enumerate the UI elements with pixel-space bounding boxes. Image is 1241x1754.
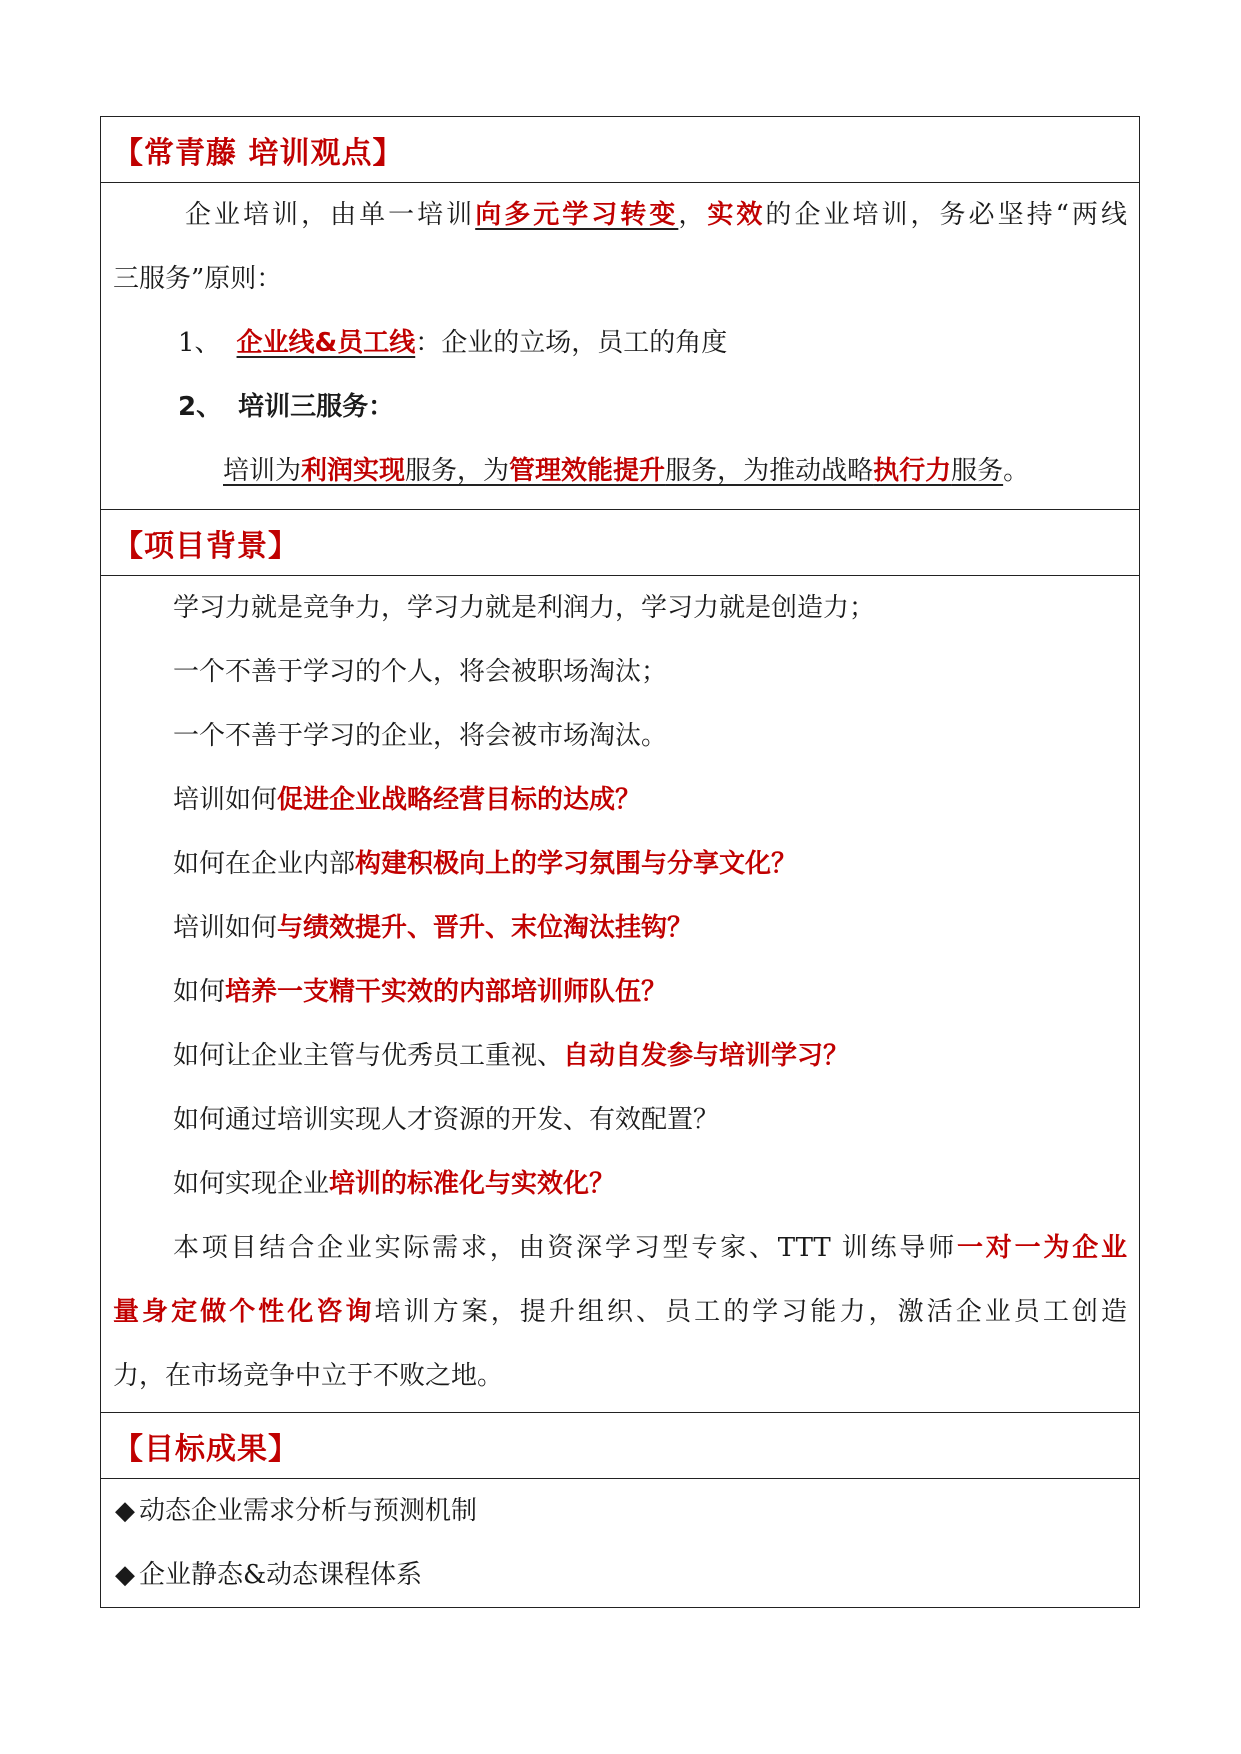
goals-title: 【目标成果】 (113, 1431, 299, 1467)
section-title-background (101, 510, 1139, 576)
diamond-bullet-icon: ◆ (115, 1560, 135, 1590)
background-title: 【项目背景】 (113, 528, 299, 564)
section-title-philosophy (101, 117, 1139, 183)
philosophy-intro-line-1: 企业培训，由单一培训向多元学习转变，实效的企业培训，务必坚持“两线 (185, 200, 1127, 230)
background-line: 如何通过培训实现人才资源的开发、有效配置？ (173, 1105, 720, 1135)
background-line: 培训如何促进企业战略经营目标的达成？ (173, 785, 642, 815)
philosophy-intro-line-2: 三服务”原则： (113, 264, 283, 294)
background-line: 如何让企业主管与优秀员工重视、自动自发参与培训学习？ (173, 1041, 850, 1071)
highlight-question: 促进企业战略经营目标的达成？ (277, 785, 642, 815)
diamond-bullet-icon: ◆ (115, 1496, 135, 1526)
highlight-effective: 实效 (707, 200, 766, 230)
item-number: 2、 (178, 392, 223, 422)
background-line: 培训如何与绩效提升、晋升、末位淘汰挂钩？ (173, 913, 694, 943)
highlight-question: 与绩效提升、晋升、末位淘汰挂钩？ (277, 913, 694, 943)
item-label: 企业线&员工线 (236, 328, 416, 358)
background-line: 如何实现企业培训的标准化与实效化？ (173, 1169, 616, 1199)
background-question-list (113, 576, 1127, 1216)
background-content (101, 576, 1139, 1413)
highlight-one-on-one: 一对一为企业 (957, 1233, 1127, 1263)
highlight-question: 构建积极向上的学习氛围与分享文化？ (355, 849, 798, 879)
item-number: 1、 (178, 328, 221, 358)
philosophy-item-2 (113, 375, 1127, 439)
philosophy-title: 【常青藤 培训观点】 (113, 135, 404, 171)
services-underlined-text: 培训为利润实现服务，为管理效能提升服务，为推动战略执行力服务 (223, 456, 1004, 486)
background-line: 学习力就是竞争力，学习力就是利润力，学习力就是创造力； (173, 593, 876, 623)
highlight-customized-consulting: 量身定做个性化咨询 (113, 1297, 375, 1327)
goal-item: ◆ 动态企业需求分析与预测机制 (115, 1496, 478, 1526)
goal-item: ◆ 企业静态&动态课程体系 (115, 1560, 423, 1590)
highlight-question: 自动自发参与培训学习？ (563, 1041, 850, 1071)
philosophy-content (101, 183, 1139, 510)
document-table (100, 116, 1140, 1608)
background-summary-line-3: 力，在市场竞争中立于不败之地。 (113, 1361, 504, 1391)
background-line: 如何培养一支精干实效的内部培训师队伍？ (173, 977, 668, 1007)
highlight-question: 培养一支精干实效的内部培训师队伍？ (225, 977, 668, 1007)
background-line: 如何在企业内部构建积极向上的学习氛围与分享文化？ (173, 849, 798, 879)
section-title-goals (101, 1413, 1139, 1479)
background-line: 一个不善于学习的企业，将会被市场淘汰。 (173, 721, 668, 751)
background-summary-line-1: 本项目结合企业实际需求，由资深学习型专家、TTT 训练导师一对一为企业 (173, 1233, 1127, 1263)
highlight-question: 培训的标准化与实效化？ (329, 1169, 616, 1199)
background-summary-line-2: 量身定做个性化咨询培训方案，提升组织、员工的学习能力，激活企业员工创造 (113, 1297, 1127, 1327)
background-line: 一个不善于学习的个人，将会被职场淘汰； (173, 657, 668, 687)
philosophy-item-1: 1、 企业线&员工线：企业的立场，员工的角度 (178, 328, 728, 358)
philosophy-services-line: 培训为利润实现服务，为管理效能提升服务，为推动战略执行力服务。 (223, 456, 1030, 486)
highlight-diverse-learning: 向多元学习转变 (475, 200, 679, 230)
goals-content (101, 1479, 1139, 1607)
item-label: 培训三服务： (238, 392, 395, 422)
